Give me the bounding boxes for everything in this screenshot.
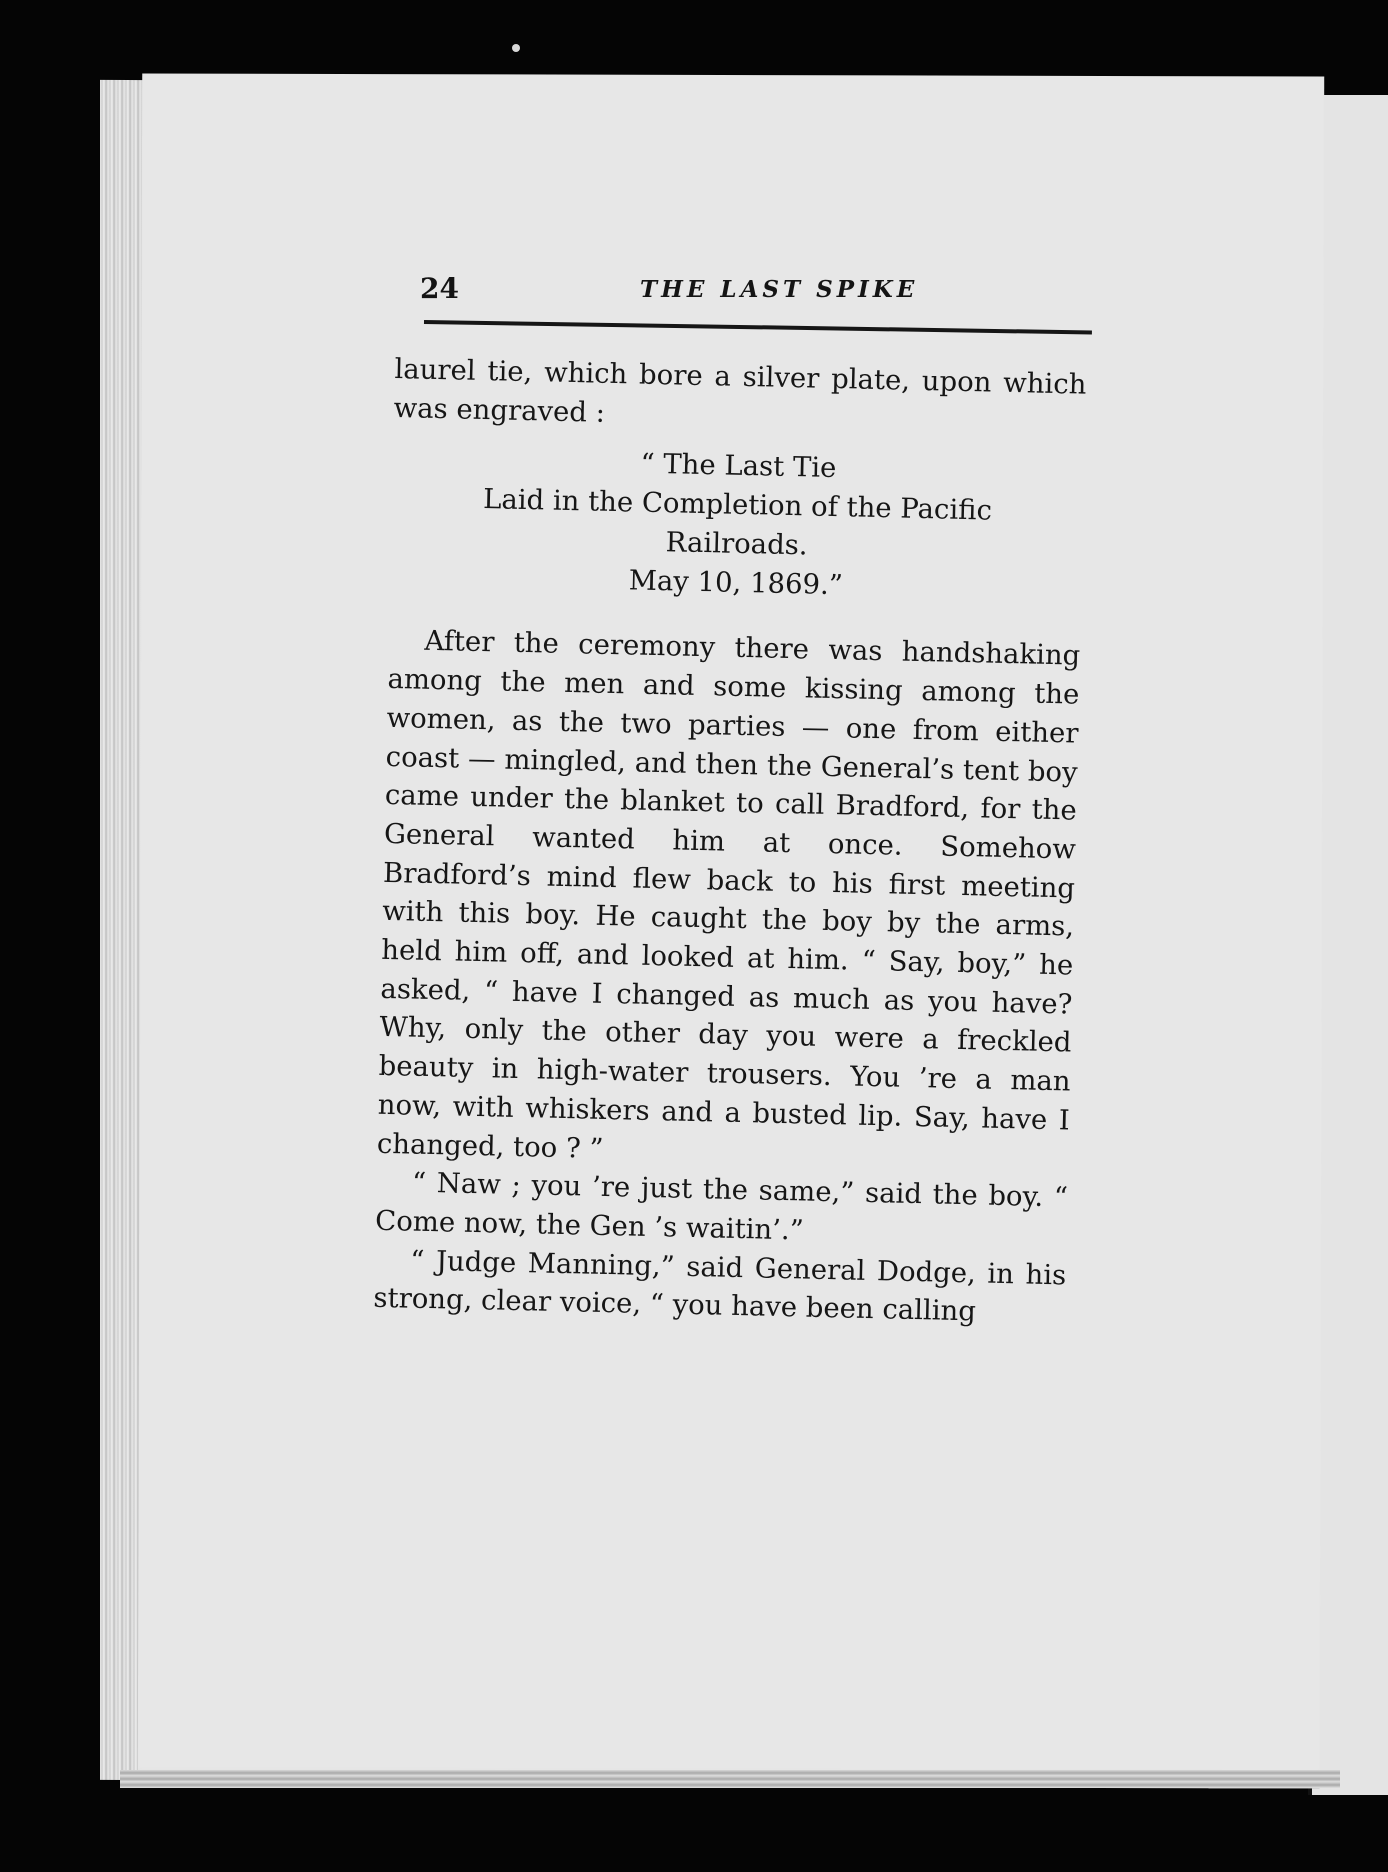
page-header — [420, 272, 1100, 312]
opening-paragraph: laurel tie, which bore a silver plate, upon which was engraved : — [393, 352, 1087, 429]
paragraph: “ Judge Manning,” said General Dodge, in his strong, clear voice, “ you have been calling — [373, 1244, 1067, 1328]
paragraph: After the ceremony there was handshaking among the men and some kissing among the women, as the two parties — one from either coast — mingled, and then the General’s tent boy came under the blanket to call Bradford, for the General wanted him at once. Somehow Bradford’s mind flew back to his first meeting with this boy. He caught the boy by the arms, held him off, and looked at him. “ Say, boy,” he asked, “ have I changed as much as you have? Why, only the other day you were a freckled beauty in high-water trousers. You ’re a man now, with whiskers and a busted lip. Say, have I changed, too ? ” — [376, 625, 1081, 1165]
inscription-line: Railroads. — [665, 526, 808, 562]
scan-speck — [512, 44, 520, 52]
inscription-line: “ The Last Tie — [640, 448, 837, 485]
running-head: THE LAST SPIKE — [640, 276, 919, 303]
inscription-line: Laid in the Completion of the Pacific — [482, 483, 993, 527]
body-text — [373, 350, 1087, 1334]
inscription — [389, 439, 1084, 611]
page-number: 24 — [420, 272, 459, 305]
page-bottom-edge — [120, 1770, 1340, 1788]
paragraph: “ Naw ; you ’re just the same,” said the boy. “ Come now, the Gen ’s waitin’.” — [374, 1166, 1069, 1247]
inscription-line: May 10, 1869.” — [628, 564, 844, 602]
